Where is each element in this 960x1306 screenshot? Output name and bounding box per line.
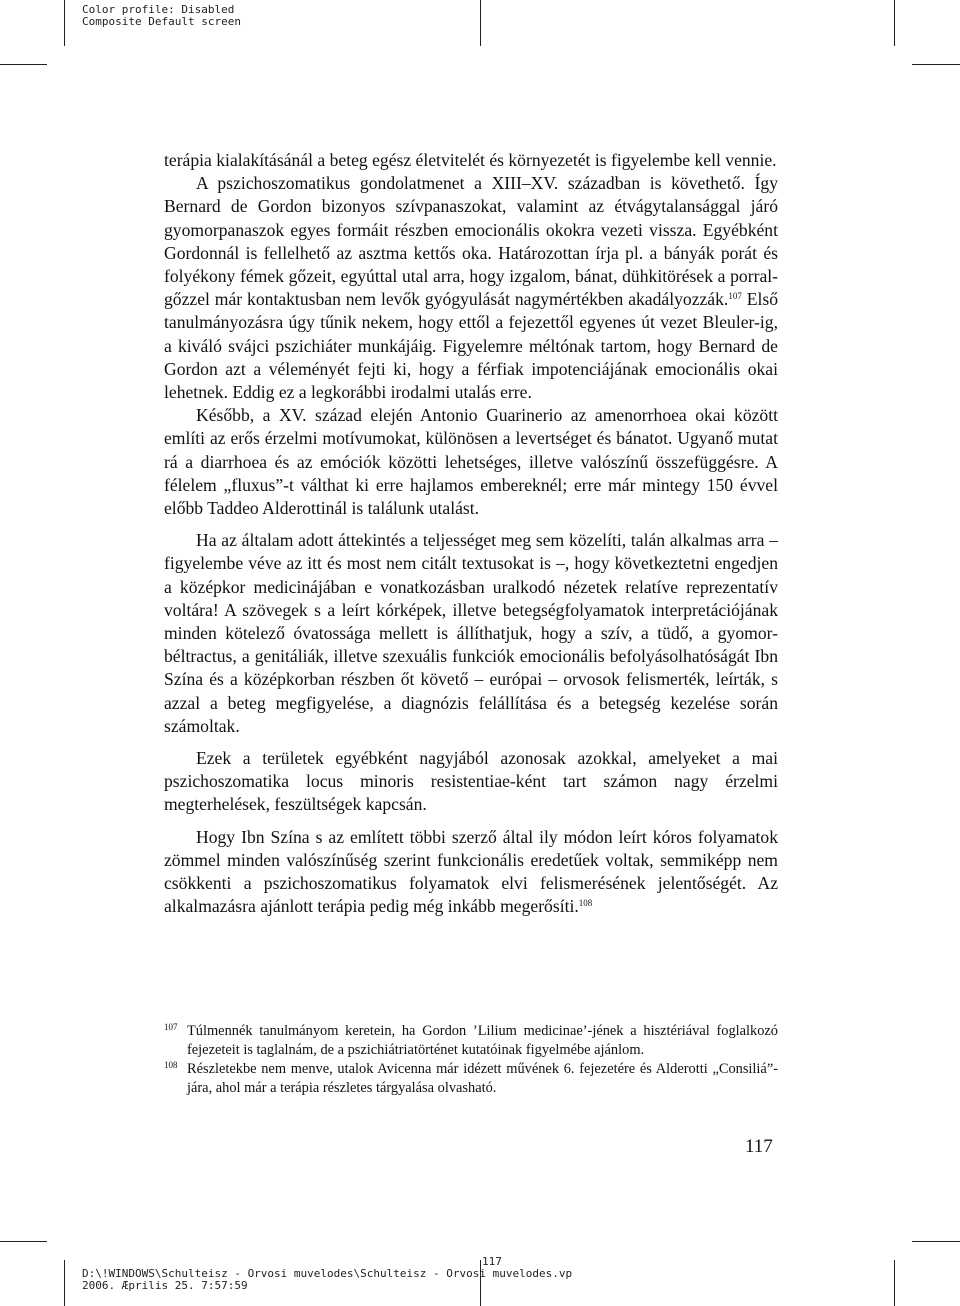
color-profile-label: Color profile: Disabled <box>82 3 235 16</box>
footnotes <box>164 1022 778 1098</box>
composite-label: Composite Default screen <box>82 15 241 28</box>
footer-page-number: 117 <box>482 1255 502 1268</box>
paragraph: Ha az általam adott áttekintés a teljességet meg sem közelíti, talán alkalmas arra – figyelembe véve az itt és most nem citált textusokat is –, hogy következtetni engedjen a középkor medicinájában e vonatkozásban uralkodó nézetek relatíve reprezentatív voltára! A szövegek s a leírt kórképek, illetve betegségfolyamatok interpretációjának minden kötelező óvatossága mellett is állíthatjuk, hogy a szív, a tüdő, a gyomor-béltractus, a genitáliák, illetve szexuális funkciók emocionális befolyásolhatóságát Ibn Szína és a középkorban részben őt követő – európai – orvosok felismerték, leírták, s azzal a beteg megfigyelése, a diagnózis felállítása és a betegség kezelése során számoltak. <box>164 530 778 736</box>
print-footer <box>82 1256 572 1292</box>
print-timestamp: 2006. Æprilis 25. 7:57:59 <box>82 1279 248 1292</box>
print-header <box>82 4 241 28</box>
crop-mark <box>480 0 481 46</box>
crop-mark <box>912 1241 960 1242</box>
footnote <box>164 1060 778 1098</box>
footnote-ref[interactable]: 108 <box>578 898 593 909</box>
body-text <box>164 149 778 919</box>
footnote <box>164 1022 778 1060</box>
footnote-number: 107 <box>164 1022 178 1032</box>
paragraph <box>164 172 778 404</box>
paragraph-text: Első tanulmányozásra úgy tűnik nekem, hogy ettől a fejezettől egyenes út vezet Bleuler-ig, a kiváló svájci pszichiáter munkájáig. Figyelemre méltónak tartom, hogy Bernard de Gordon azt a véleményét fejti ki, hogy a férfiak impotenciájának emocionális okai lehetnek. Eddig ez a legkorábbi irodalmi utalás erre. <box>164 289 779 403</box>
paragraph <box>164 826 778 919</box>
paragraph: Később, a XV. század elején Antonio Guarinerio az amenorrhoea okai között említi az erős érzelmi motívumokat, különösen a levertséget és bánatot. Ugyanő mutat rá a diarrhoea és az emóciók közötti lehetséges, illetve valószínű összefüggésre. A félelem „fluxus”-t válthat ki erre hajlamos embereknél; erre már mintegy 150 évvel előbb Taddeo Alderottinál is találunk utalást. <box>164 405 778 519</box>
paragraph-text: A pszichoszomatikus gondolatmenet a XIII–XV. században is követhető. Így Bernard de Gordon bizonyos szívpanaszokat, valamint az étvágytalansággal járó gyomorpanaszok egyes formáit részben emocionális okokra vezeti vissza. Egyébként Gordonnál is fellelhető az asztma kettős oka. Határozottan írja pl. a bányák porát és folyékony fémek gőzeit, egyúttal utal arra, hogy izgalom, bánat, dühkitörések a porral-gőzzel már kontaktusban nem levők gyógyulását nagymértékben akadályozzák. <box>164 173 778 310</box>
footnote-ref[interactable]: 107 <box>728 291 742 302</box>
crop-mark <box>894 1260 895 1306</box>
file-path: D:\!WINDOWS\Schulteisz - Orvosi muvelodes\Schulteisz - Orvosi muvelodes.vp <box>82 1267 573 1280</box>
footnote-text: Részletekbe nem menve, utalok Avicenna már idézett művének 6. fejezetére és Alderotti „Consiliá”-jára, ahol már a terápia részletes tárgyalása olvasható. <box>187 1061 778 1096</box>
crop-mark <box>0 1241 47 1242</box>
crop-mark <box>64 1260 65 1306</box>
crop-mark <box>912 64 960 65</box>
footnote-text: Túlmennék tanulmányom keretein, ha Gordon ’Lilium medicinae’-jének a hisztériával foglalkozó fejezeteit is taglalnám, de a pszichiátriatörténet kutatóinak figyelmébe ajánlom. <box>187 1023 778 1058</box>
crop-mark <box>0 64 47 65</box>
paragraph-text: Hogy Ibn Szína s az említett többi szerző által ily módon leírt kóros folyamatok zömmel minden valószínűség szerint funkcionális eredetűek voltak, semmiképp nem csökkenti a pszichoszomatikus folyamatok elvi felismerésének jelentőségét. Az alkalmazásra ajánlott terápia pedig még inkább megerősíti. <box>164 826 778 917</box>
crop-mark <box>894 0 895 46</box>
paragraph: Ezek a területek egyébként nagyjából azonosak azokkal, amelyeket a mai pszichoszomatika locus minoris resistentiae-ként tart számon nagy érzelmi megterhelések, feszültségek kapcsán. <box>164 748 778 815</box>
paragraph: terápia kialakításánál a beteg egész életvitelét és környezetét is figyelembe kell vennie. <box>164 150 777 170</box>
footnote-number: 108 <box>164 1060 178 1070</box>
crop-mark <box>64 0 65 46</box>
page-number: 117 <box>745 1136 773 1157</box>
